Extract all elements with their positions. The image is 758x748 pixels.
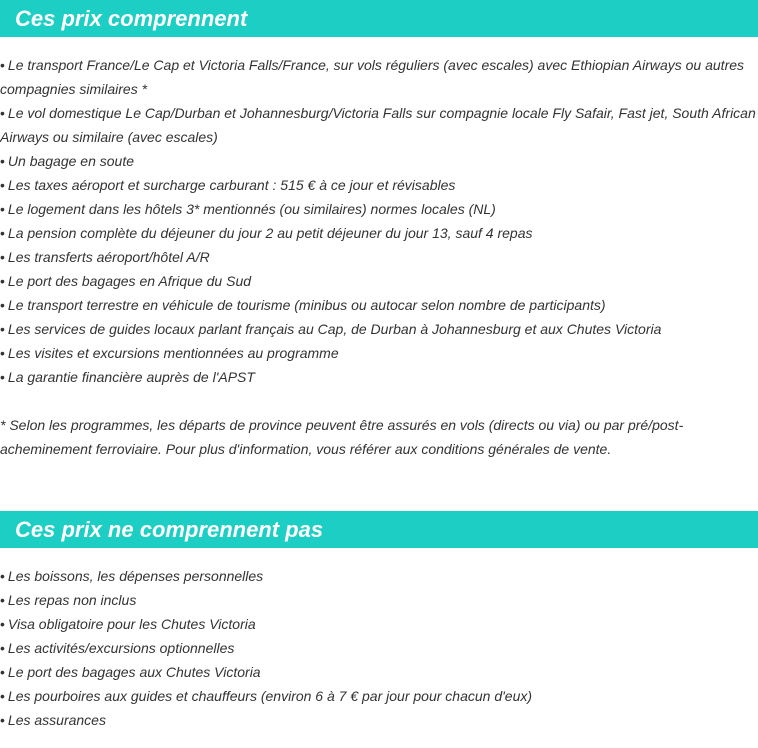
list-item	[0, 588, 758, 612]
list-item	[0, 564, 758, 588]
list-item-text: Le port des bagages aux Chutes Victoria	[7, 664, 261, 680]
bullet-icon: •	[0, 177, 5, 193]
bullet-icon: •	[0, 201, 5, 217]
list-item-text: Le port des bagages en Afrique du Sud	[7, 273, 252, 289]
bullet-icon: •	[0, 297, 5, 313]
list-item-text: Les services de guides locaux parlant français au Cap, de Durban à Johannesburg et aux Chutes Victoria	[7, 321, 662, 337]
bullet-icon: •	[0, 592, 5, 608]
bullet-icon: •	[0, 57, 5, 73]
bullet-icon: •	[0, 273, 5, 289]
list-item	[0, 149, 758, 173]
list-item-text: Le transport France/Le Cap et Victoria Falls/France, sur vols réguliers (avec escales) avec Ethiopian Airways ou autres compagnies similaires *	[0, 57, 745, 97]
list-item	[0, 245, 758, 269]
bullet-icon: •	[0, 345, 5, 361]
includes-list	[0, 53, 758, 389]
list-item-text: Les repas non inclus	[7, 592, 137, 608]
bullet-icon: •	[0, 616, 5, 632]
includes-section	[0, 0, 758, 37]
list-item-text: La pension complète du déjeuner du jour 2 au petit déjeuner du jour 13, sauf 4 repas	[7, 225, 533, 241]
bullet-icon: •	[0, 153, 5, 169]
list-item-text: Visa obligatoire pour les Chutes Victoria	[7, 616, 256, 632]
list-item	[0, 293, 758, 317]
bullet-icon: •	[0, 712, 5, 728]
list-item	[0, 684, 758, 708]
list-item	[0, 173, 758, 197]
bullet-icon: •	[0, 249, 5, 265]
list-item-text: Les activités/excursions optionnelles	[7, 640, 235, 656]
bullet-icon: •	[0, 640, 5, 656]
list-item	[0, 221, 758, 245]
excludes-section	[0, 511, 758, 548]
list-item	[0, 636, 758, 660]
bullet-icon: •	[0, 225, 5, 241]
list-item-text: Le vol domestique Le Cap/Durban et Johannesburg/Victoria Falls sur compagnie locale Fly Safair, Fast jet, South African Airways ou similaire (avec escales)	[0, 105, 756, 145]
list-item-text: Les visites et excursions mentionnées au programme	[7, 345, 339, 361]
list-item	[0, 53, 758, 101]
excludes-list	[0, 564, 758, 732]
bullet-icon: •	[0, 688, 5, 704]
list-item	[0, 197, 758, 221]
excludes-header: Ces prix ne comprennent pas	[0, 511, 758, 548]
list-item	[0, 341, 758, 365]
list-item-text: Les boissons, les dépenses personnelles	[7, 568, 264, 584]
bullet-icon: •	[0, 105, 5, 121]
departure-note: * Selon les programmes, les départs de province peuvent être assurés en vols (directs ou via) ou par pré/post-acheminement ferroviaire. Pour plus d'information, vous référer aux conditions générales de vente.	[0, 417, 684, 457]
list-item	[0, 101, 758, 149]
list-item-text: La garantie financière auprès de l'APST	[7, 369, 255, 385]
bullet-icon: •	[0, 568, 5, 584]
list-item-text: Un bagage en soute	[7, 153, 135, 169]
list-item	[0, 317, 758, 341]
list-item	[0, 365, 758, 389]
bullet-icon: •	[0, 321, 5, 337]
bullet-icon: •	[0, 369, 5, 385]
bullet-icon: •	[0, 664, 5, 680]
list-item-text: Les assurances	[7, 712, 106, 728]
list-item	[0, 660, 758, 684]
list-item	[0, 269, 758, 293]
list-item	[0, 708, 758, 732]
list-item-text: Les taxes aéroport et surcharge carburant : 515 € à ce jour et révisables	[7, 177, 456, 193]
list-item-text: Les transferts aéroport/hôtel A/R	[7, 249, 210, 265]
list-item	[0, 612, 758, 636]
includes-header: Ces prix comprennent	[0, 0, 758, 37]
list-item-text: Le logement dans les hôtels 3* mentionnés (ou similaires) normes locales (NL)	[7, 201, 496, 217]
list-item-text: Le transport terrestre en véhicule de tourisme (minibus ou autocar selon nombre de participants)	[7, 297, 606, 313]
list-item-text: Les pourboires aux guides et chauffeurs (environ 6 à 7 € par jour pour chacun d'eux)	[7, 688, 533, 704]
